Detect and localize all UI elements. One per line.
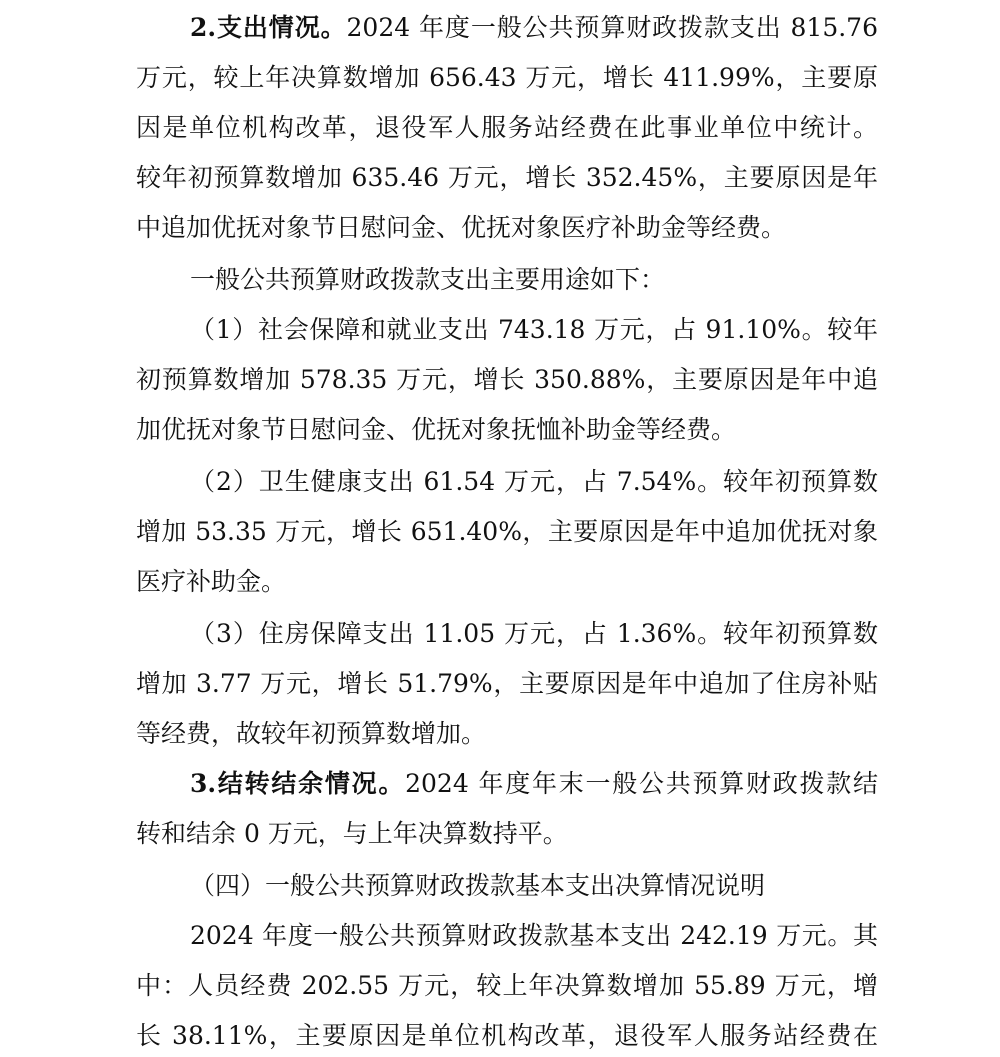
- paragraph-housing-line-3: 等经费，故较年初预算数增加。: [136, 719, 487, 748]
- document-page: [136, 0, 878, 1057]
- paragraph-social-security-line-3: 加优抚对象节日慰问金、优抚对象抚恤补助金等经费。: [136, 415, 737, 444]
- section-heading-basic-expenditure: （四）一般公共预算财政拨款基本支出决算情况说明: [190, 871, 766, 900]
- paragraph-basic-expenditure-line-2: 中：人员经费 202.55 万元，较上年决算数增加 55.89 万元，增: [136, 971, 878, 1000]
- paragraph-health-line-2: 增加 53.35 万元，增长 651.40%，主要原因是年中追加优抚对象: [136, 517, 878, 546]
- paragraph-expenditure-line-3: 因是单位机构改革，退役军人服务站经费在此事业单位中统计。: [136, 113, 878, 142]
- paragraph-housing-line-2: 增加 3.77 万元，增长 51.79%，主要原因是年中追加了住房补贴: [136, 669, 878, 698]
- paragraph-expenditure-line-4: 较年初预算数增加 635.46 万元，增长 352.45%，主要原因是年: [136, 163, 878, 192]
- paragraph-basic-expenditure-line-1: 2024 年度一般公共预算财政拨款基本支出 242.19 万元。其: [190, 921, 878, 950]
- paragraph-expenditure-line-5: 中追加优抚对象节日慰问金、优抚对象医疗补助金等经费。: [136, 213, 787, 242]
- heading-expenditure: 2.支出情况。: [190, 13, 347, 42]
- paragraph-health-line-3: 医疗补助金。: [136, 567, 287, 596]
- paragraph-health-line-1: （2）卫生健康支出 61.54 万元，占 7.54%。较年初预算数: [190, 467, 878, 496]
- paragraph-expenditure-line-1: 2.支出情况。2024 年度一般公共预算财政拨款支出 815.76: [190, 13, 878, 42]
- paragraph-carryover-line-1: 3.结转结余情况。2024 年度年末一般公共预算财政拨款结: [190, 769, 878, 798]
- paragraph-carryover-line-2: 转和结余 0 万元，与上年决算数持平。: [136, 819, 568, 848]
- heading-carryover: 3.结转结余情况。: [190, 769, 406, 798]
- paragraph-housing-line-1: （3）住房保障支出 11.05 万元，占 1.36%。较年初预算数: [190, 619, 878, 648]
- paragraph-usage-intro: 一般公共预算财政拨款支出主要用途如下：: [190, 265, 666, 294]
- paragraph-social-security-line-2: 初预算数增加 578.35 万元，增长 350.88%，主要原因是年中追: [136, 365, 878, 394]
- paragraph-basic-expenditure-line-3: 长 38.11%，主要原因是单位机构改革，退役军人服务站经费在: [136, 1021, 878, 1050]
- paragraph-social-security-line-1: （1）社会保障和就业支出 743.18 万元，占 91.10%。较年: [190, 315, 878, 344]
- paragraph-expenditure-line-2: 万元，较上年决算数增加 656.43 万元，增长 411.99%，主要原: [136, 63, 878, 92]
